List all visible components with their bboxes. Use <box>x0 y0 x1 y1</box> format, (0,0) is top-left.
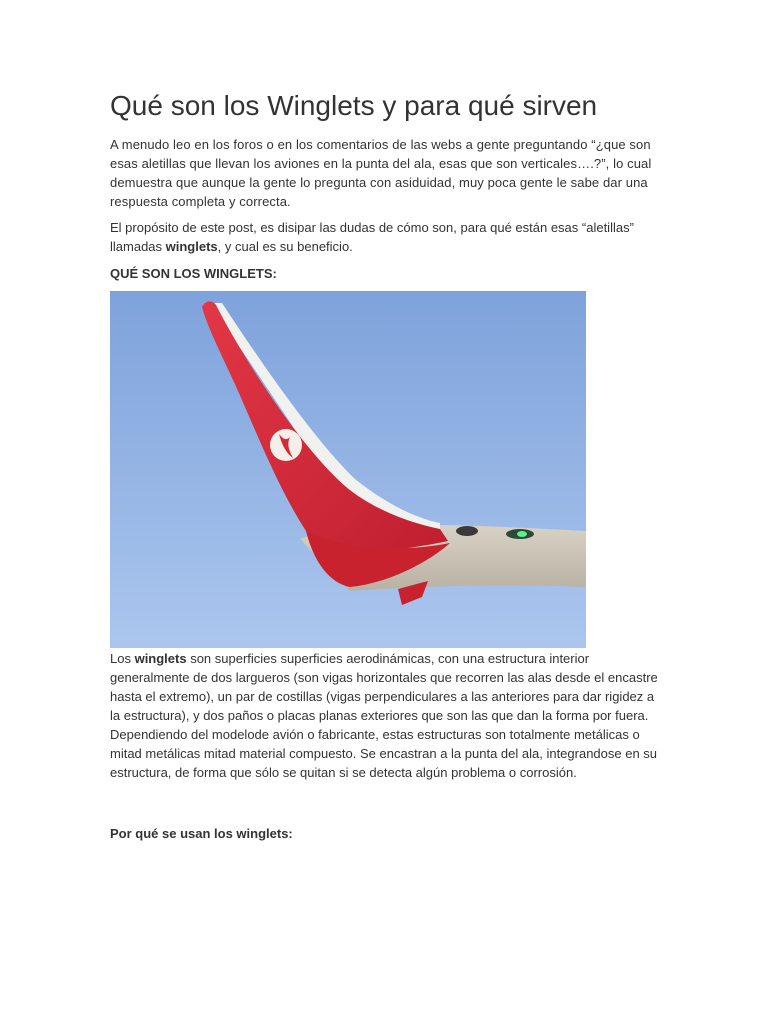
purpose-text-start: El propósito de este post, es disipar las dudas de cómo son, para qué están esas “aletillas” llamadas <box>110 220 634 254</box>
article-title: Qué son los Winglets y para qué sirven <box>110 90 598 121</box>
section-heading-que-son: QUÉ SON LOS WINGLETS: <box>110 266 277 281</box>
purpose-paragraph <box>110 218 662 256</box>
purpose-text-end: , y cual es su beneficio. <box>217 239 353 254</box>
green-light <box>517 531 527 537</box>
sky-background <box>110 291 586 648</box>
definition-bold-term: winglets <box>134 651 187 666</box>
intro-paragraph: A menudo leo en los foros o en los comentarios de las webs a gente preguntando “¿que son esas aletillas que llevan los aviones en la punta del ala, esas que son verticales….?”, lo cual demuestra que aunque la gente lo pregunta con asiduidad, muy poca gente le sabe dar una respuesta completa y correcta. <box>110 137 652 209</box>
purpose-bold-term: winglets <box>165 239 218 254</box>
nav-light-housing <box>456 526 478 536</box>
definition-text-start: Los <box>110 651 135 666</box>
definition-text-end: son superficies superficies aerodinámicas, con una estructura interior generalmente de dos largueros (son vigas horizontales que recorren las alas desde el encastre hasta el extremo), un par de costillas (vigas perpendiculares a las anteriores para dar rigidez a la estructura), y dos paños o placas planas exteriores que son las que dan la forma por fuera. Dependiendo del modelode avión o fabricante, estas estructuras son totalmente metálicas o mitad metálicas mitad material compuesto. Se encastran a la punta del ala, integrandose en su estructura, de forma que sólo se quitan si se detecta algún problema o corrosión. <box>110 651 658 780</box>
winglet-photo <box>110 291 586 648</box>
winglet-illustration <box>110 291 586 648</box>
section-heading-por-que: Por qué se usan los winglets: <box>110 826 293 841</box>
definition-paragraph <box>110 649 662 782</box>
